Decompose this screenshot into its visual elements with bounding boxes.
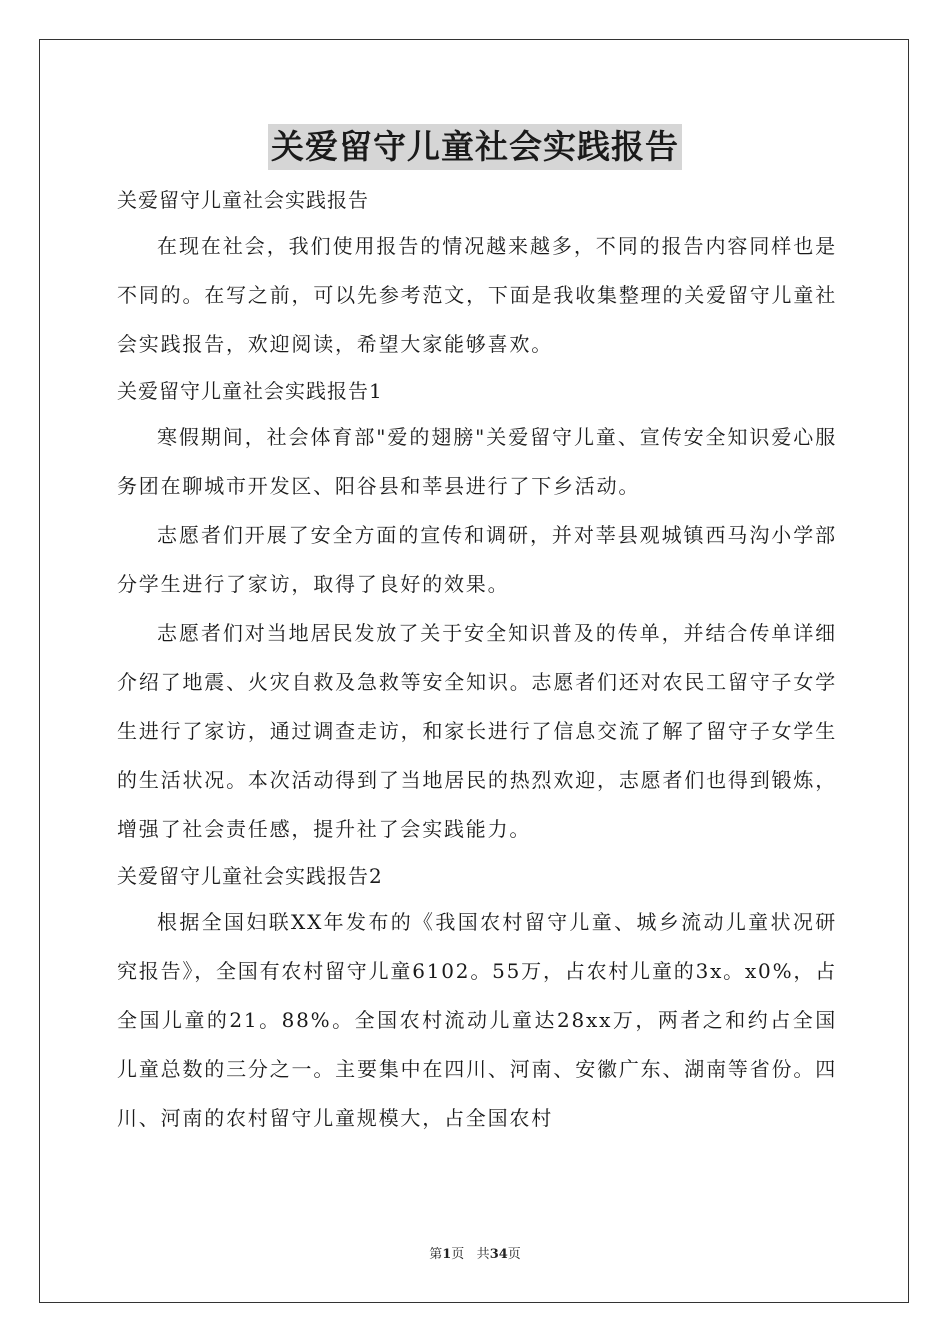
footer-total-suffix: 页 <box>507 1247 521 1262</box>
intro-paragraph: 在现在社会，我们使用报告的情况越来越多，不同的报告内容同样也是不同的。在写之前，可以先参考范文，下面是我收集整理的关爱留守儿童社会实践报告，欢迎阅读，希望大家能够喜欢。 <box>117 234 837 356</box>
footer-current-page: 1 <box>442 1247 452 1262</box>
document-title-wrapper <box>0 124 950 170</box>
section1-heading: 关爱留守儿童社会实践报告1 <box>117 379 383 403</box>
footer-total-pages: 34 <box>489 1247 508 1262</box>
intro-heading: 关爱留守儿童社会实践报告 <box>117 188 369 212</box>
section1-paragraph: 寒假期间，社会体育部"爱的翅膀"关爱留守儿童、宣传安全知识爱心服务团在聊城市开发区、阳谷县和莘县进行了下乡活动。 <box>117 425 837 498</box>
page-footer <box>0 1243 950 1262</box>
section2-paragraph: 根据全国妇联XX年发布的《我国农村留守儿童、城乡流动儿童状况研究报告》，全国有农村留守儿童6102。55万，占农村儿童的3x。x0%，占全国儿童的21。88%。全国农村流动儿童达28xx万，两者之和约占全国儿童总数的三分之一。主要集中在四川、河南、安徽广东、湖南等省份。四川、河南的农村留守儿童规模大，占全国农村 <box>117 910 837 1130</box>
section1-paragraph: 志愿者们对当地居民发放了关于安全知识普及的传单，并结合传单详细介绍了地震、火灾自救及急救等安全知识。志愿者们还对农民工留守子女学生进行了家访，通过调查走访，和家长进行了信息交流了解了留守子女学生的生活状况。本次活动得到了当地居民的热烈欢迎，志愿者们也得到锻炼，增强了社会责任感，提升社了会实践能力。 <box>117 621 837 841</box>
document-title: 关爱留守儿童社会实践报告 <box>268 124 682 170</box>
footer-total-prefix: 共 <box>476 1247 490 1262</box>
footer-page-prefix: 第 <box>429 1247 443 1262</box>
document-body <box>117 178 837 1143</box>
section1-paragraph: 志愿者们开展了安全方面的宣传和调研，并对莘县观城镇西马沟小学部分学生进行了家访，取得了良好的效果。 <box>117 523 837 596</box>
footer-page-suffix: 页 <box>451 1247 465 1262</box>
section2-heading: 关爱留守儿童社会实践报告2 <box>117 864 383 888</box>
